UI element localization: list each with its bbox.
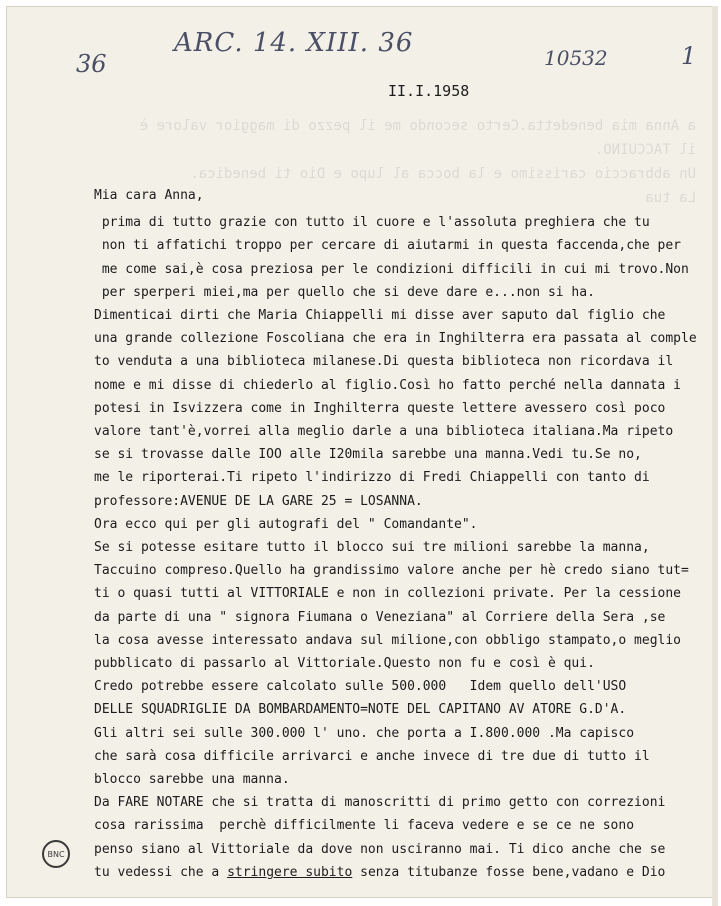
- text-line: Dimenticai dirti che Maria Chiappelli mi disse aver saputo dal figlio che: [94, 308, 666, 324]
- bleed-line: il TACCUINO.: [594, 142, 696, 158]
- text-line: per sperperi miei,ma per quello che si deve dare e...non si ha.: [94, 284, 595, 300]
- text-line: la cosa avesse interessato andava sul milione,con obbligo stampato,o meglio: [94, 632, 681, 648]
- underlined-phrase: stringere subito: [227, 864, 353, 880]
- letter-date: II.I.1958: [388, 82, 470, 100]
- text-line: DELLE SQUADRIGLIE DA BOMBARDAMENTO=NOTE DEL CAPITANO AV ATORE G.D'A.: [94, 702, 627, 718]
- text-line: me come sai,è cosa preziosa per le condizioni difficili in cui mi trovo.Non: [94, 261, 689, 277]
- text-line: una grande collezione Foscoliana che era in Inghilterra era passata al comple: [94, 331, 697, 347]
- text-line: Mia cara Anna,: [94, 188, 204, 203]
- text-line: me le riporterai.Ti ripeto l'indirizzo di Fredi Chiappelli con tanto di: [94, 470, 650, 486]
- text-line: prima di tutto grazie con tutto il cuore e l'assoluta preghiera che tu: [94, 215, 650, 231]
- letter-body: [94, 184, 721, 884]
- text-line: professore:AVENUE DE LA GARE 25 = LOSANNA.: [94, 493, 423, 509]
- letter-page: [6, 6, 718, 898]
- bleed-line: La tua: [645, 190, 696, 206]
- bleed-line: Un abbraccio carissimo e la bocca al lupo e Dio ti benedica.: [190, 166, 696, 182]
- text-line: potesi in Isvizzera come in Inghilterra queste lettere avessero così poco: [94, 400, 666, 416]
- text-line: Ora ecco qui per gli autografi del " Comandante".: [94, 516, 478, 532]
- right-number-annotation: 10532: [544, 46, 608, 70]
- left-number-annotation: 36: [76, 50, 107, 78]
- text-line: che sarà cosa difficile arrivarci e anche invece di tre due di tutto il: [94, 748, 650, 764]
- text-line: Da FARE NOTARE che si tratta di manoscritti di primo getto con correzioni: [94, 795, 666, 811]
- text-line: Gli altri sei sulle 300.000 l' uno. che porta a I.800.000 .Ma capisco: [94, 725, 635, 741]
- text-line: Taccuino compreso.Quello ha grandissimo valore anche per hè credo siano tut=: [94, 563, 689, 579]
- text-line: blocco sarebbe una manna.: [94, 772, 290, 788]
- text-line: se si trovasse dalle IOO alle I20mila sarebbe una manna.Vedi tu.Se no,: [94, 447, 642, 463]
- page-number-annotation: 1: [681, 42, 697, 70]
- text-line: penso siano al Vittoriale da dove non usciranno mai. Ti dico anche che se: [94, 841, 666, 857]
- text-line: nome e mi disse di chiederlo al figlio.Così ho fatto perché nella dannata i: [94, 377, 681, 393]
- text-line: pubblicato di passarlo al Vittoriale.Questo non fu e così è qui.: [94, 656, 595, 672]
- archive-code-annotation: ARC. 14. XIII. 36: [174, 28, 414, 58]
- library-stamp-icon: BNC: [42, 840, 70, 868]
- text-line: ti o quasi tutti al VITTORIALE e non in collezioni private. Per la cessione: [94, 586, 681, 602]
- last-line-end: senza titubanze fosse bene,vadano e Dio: [352, 864, 666, 880]
- text-line: da parte di una " signora Fiumana o Veneziana" al Corriere della Sera ,se: [94, 609, 666, 625]
- text-line: Se si potesse esitare tutto il blocco sui tre milioni sarebbe la manna,: [94, 540, 650, 556]
- text-line: non ti affatichi troppo per cercare di aiutarmi in questa faccenda,che per: [94, 238, 681, 254]
- bleed-line: a Anna mia benedetta.Certo secondo me il pezzo di maggior valore è: [139, 118, 696, 134]
- text-line: cosa rarissima perchè difficilmente li faceva vedere e se ce ne sono: [94, 818, 635, 834]
- text-line: Credo potrebbe essere calcolato sulle 500.000 Idem quello dell'USO: [94, 679, 627, 695]
- last-line-start: tu vedessi che a: [94, 864, 228, 880]
- last-text-line: [94, 861, 721, 884]
- text-line: to venduta a una biblioteca milanese.Di questa biblioteca non ricordava il: [94, 354, 674, 370]
- text-line: valore tant'è,vorrei alla meglio darle a una biblioteca italiana.Ma ripeto: [94, 424, 674, 440]
